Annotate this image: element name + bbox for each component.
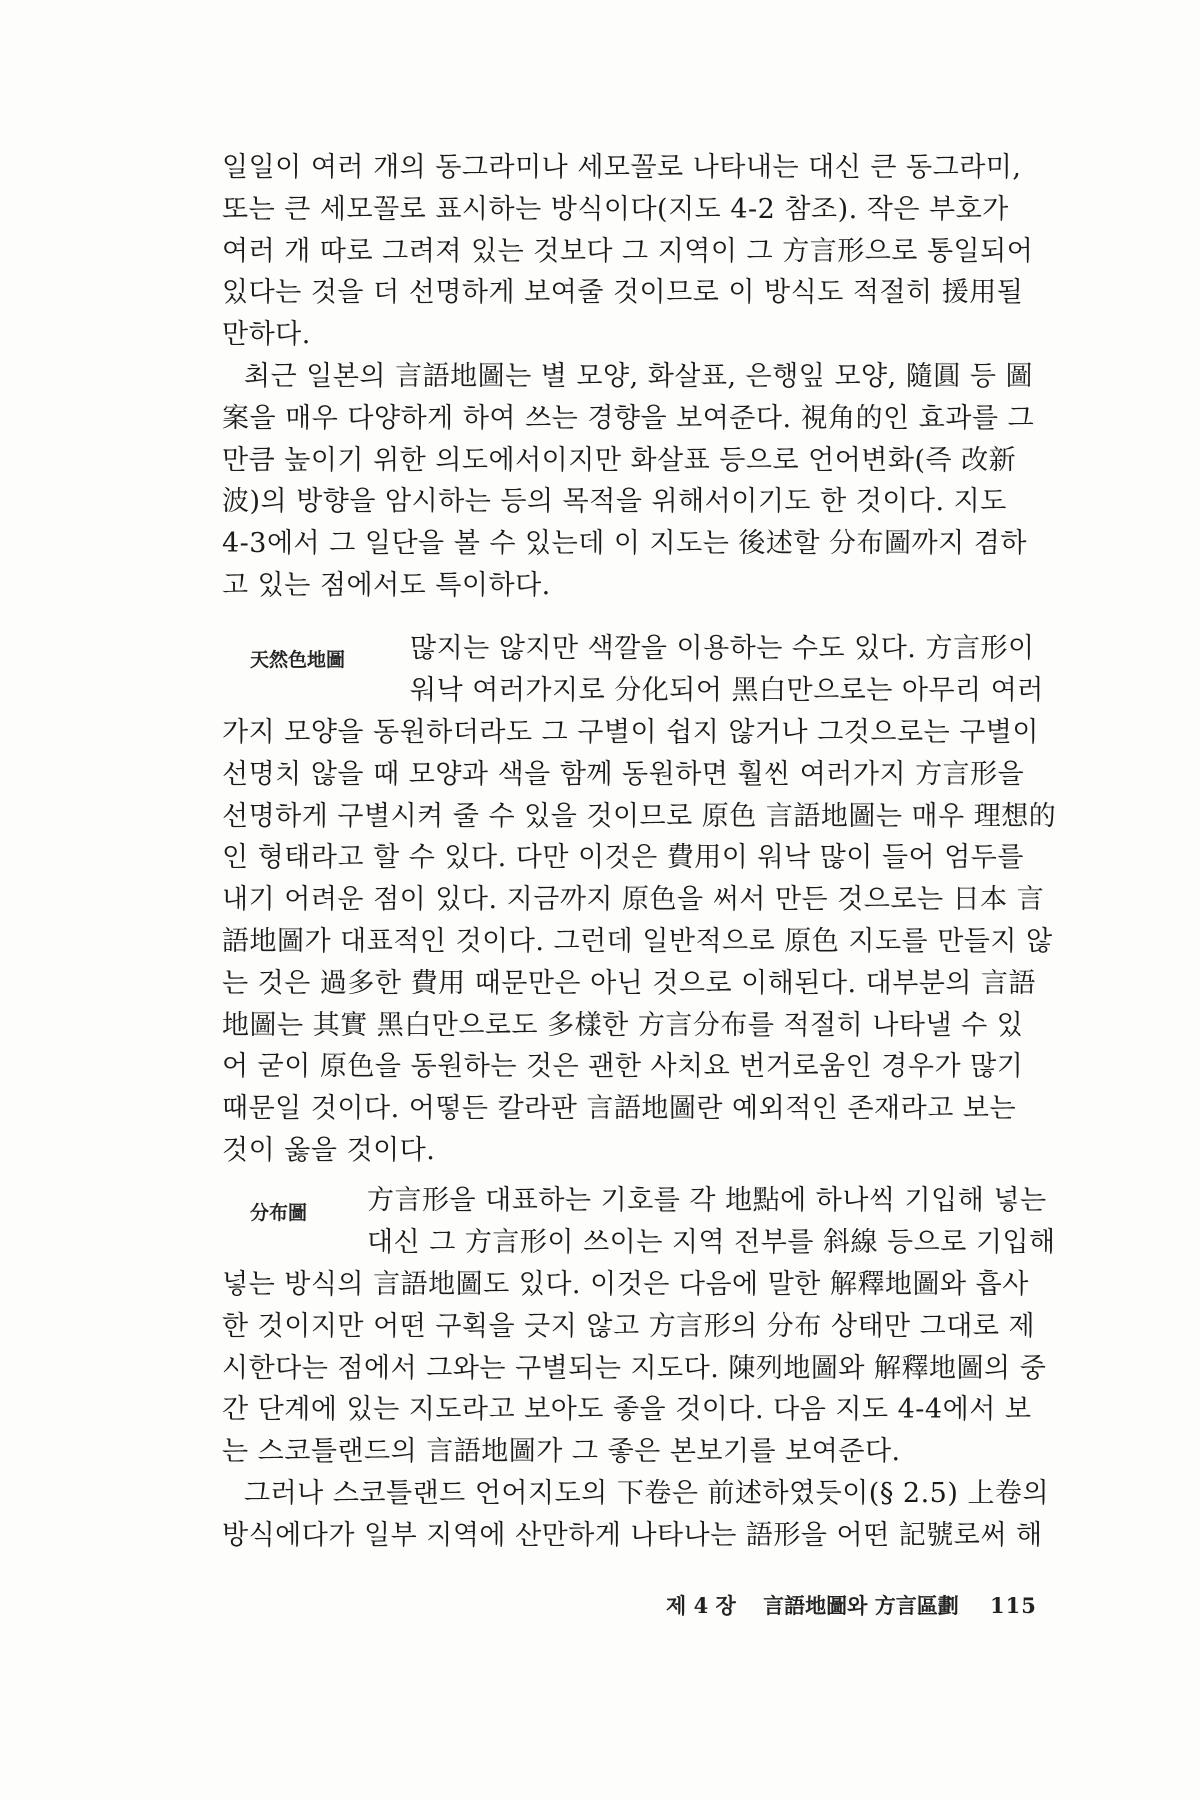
text-line: 地圖는 其實 黑白만으로도 多樣한 方言分布를 적절히 나타낼 수 있 bbox=[222, 1009, 1024, 1041]
text-line: 語地圖가 대표적인 것이다. 그런데 일반적으로 原色 지도를 만들지 않 bbox=[222, 925, 1053, 957]
text-line: 여러 개 따로 그려져 있는 것보다 그 지역이 그 方言形으로 통일되어 bbox=[222, 235, 1034, 267]
text-line: 고 있는 점에서도 특이하다. bbox=[222, 569, 551, 601]
text-line: 것이 옳을 것이다. bbox=[222, 1134, 436, 1166]
text-line: 또는 큰 세모꼴로 표시하는 방식이다(지도 4-2 참조). 작은 부호가 bbox=[222, 193, 1009, 225]
text-line: 최근 일본의 言語地圖는 별 모양, 화살표, 은행잎 모양, 隨圓 등 圖 bbox=[244, 360, 1034, 392]
text-line: 선명치 않을 때 모양과 색을 함께 동원하면 훨씬 여러가지 方言形을 bbox=[222, 758, 1025, 790]
text-line: 일일이 여러 개의 동그라미나 세모꼴로 나타내는 대신 큰 동그라미, bbox=[222, 152, 1022, 183]
text-line: 방식에다가 일부 지역에 산만하게 나타나는 語形을 어떤 記號로써 해 bbox=[222, 1519, 1043, 1551]
text-line: 선명하게 구별시켜 줄 수 있을 것이므로 原色 言語地圖는 매우 理想的 bbox=[222, 800, 1057, 832]
text-line: 때문일 것이다. 어떻든 칼라판 言語地圖란 예외적인 존재라고 보는 bbox=[222, 1093, 1017, 1125]
text-line: 어 굳이 原色을 동원하는 것은 괜한 사치요 번거로움인 경우가 많기 bbox=[222, 1051, 1024, 1083]
paragraph-block-1 bbox=[222, 147, 1090, 607]
text-line: 한 것이지만 어떤 구획을 긋지 않고 方言形의 分布 상태만 그대로 제 bbox=[222, 1310, 1036, 1342]
text-line: 方言形을 대표하는 기호를 각 地點에 하나씩 기입해 넣는 bbox=[367, 1185, 1047, 1216]
paragraph-block-3 bbox=[222, 1264, 1090, 1557]
section-label-distribution-map: 分布圖 bbox=[250, 1202, 308, 1224]
text-line: 4-3에서 그 일단을 볼 수 있는데 이 지도는 後述할 分布圖까지 겸하 bbox=[222, 528, 1027, 560]
text-line: 많지는 않지만 색깔을 이용하는 수도 있다. 方言形이 bbox=[410, 633, 1035, 664]
text-line: 있다는 것을 더 선명하게 보여줄 것이므로 이 방식도 적절히 援用될 bbox=[222, 277, 1024, 309]
text-line: 가지 모양을 동원하더라도 그 구별이 쉽지 않거나 그것으로는 구별이 bbox=[222, 717, 1039, 748]
paragraph-block-2 bbox=[222, 712, 1090, 1172]
chapter-title: 言語地圖와 方言區劃 bbox=[763, 1593, 959, 1618]
text-line: 는 스코틀랜드의 言語地圖가 그 좋은 본보기를 보여준다. bbox=[222, 1436, 901, 1468]
section-label-natural-color-map: 天然色地圖 bbox=[250, 649, 346, 671]
page-footer bbox=[666, 1590, 1037, 1620]
text-line: 만큼 높이기 위한 의도에서이지만 화살표 등으로 언어변화(즉 改新 bbox=[222, 444, 1017, 476]
text-line: 워낙 여러가지로 分化되어 黑白만으로는 아무리 여러 bbox=[410, 675, 1044, 706]
text-line: 대신 그 方言形이 쓰이는 지역 전부를 斜線 등으로 기입해 bbox=[367, 1227, 1056, 1258]
page-number: 115 bbox=[990, 1593, 1037, 1618]
text-line: 인 형태라고 할 수 있다. 다만 이것은 費用이 워낙 많이 들어 엄두를 bbox=[222, 842, 1024, 874]
chapter-label: 제 4 장 bbox=[666, 1593, 736, 1618]
text-line: 간 단계에 있는 지도라고 보아도 좋을 것이다. 다음 지도 4-4에서 보 bbox=[222, 1394, 1032, 1426]
text-line: 는 것은 過多한 費用 때문만은 아닌 것으로 이해된다. 대부분의 言語 bbox=[222, 967, 1037, 999]
text-line: 내기 어려운 점이 있다. 지금까지 原色을 써서 만든 것으로는 日本 言 bbox=[222, 884, 1045, 916]
text-line: 시한다는 점에서 그와는 구별되는 지도다. 陳列地圖와 解釋地圖의 중 bbox=[222, 1352, 1047, 1384]
text-line: 그러나 스코틀랜드 언어지도의 下卷은 前述하였듯이(§ 2.5) 上卷의 bbox=[244, 1477, 1050, 1509]
text-line: 案을 매우 다양하게 하여 쓰는 경향을 보여준다. 視角的인 효과를 그 bbox=[222, 402, 1035, 434]
text-line: 넣는 방식의 言語地圖도 있다. 이것은 다음에 말한 解釋地圖와 흡사 bbox=[222, 1269, 1029, 1300]
text-line: 波)의 방향을 암시하는 등의 목적을 위해서이기도 한 것이다. 지도 bbox=[222, 486, 1007, 518]
text-line: 만하다. bbox=[222, 319, 311, 351]
